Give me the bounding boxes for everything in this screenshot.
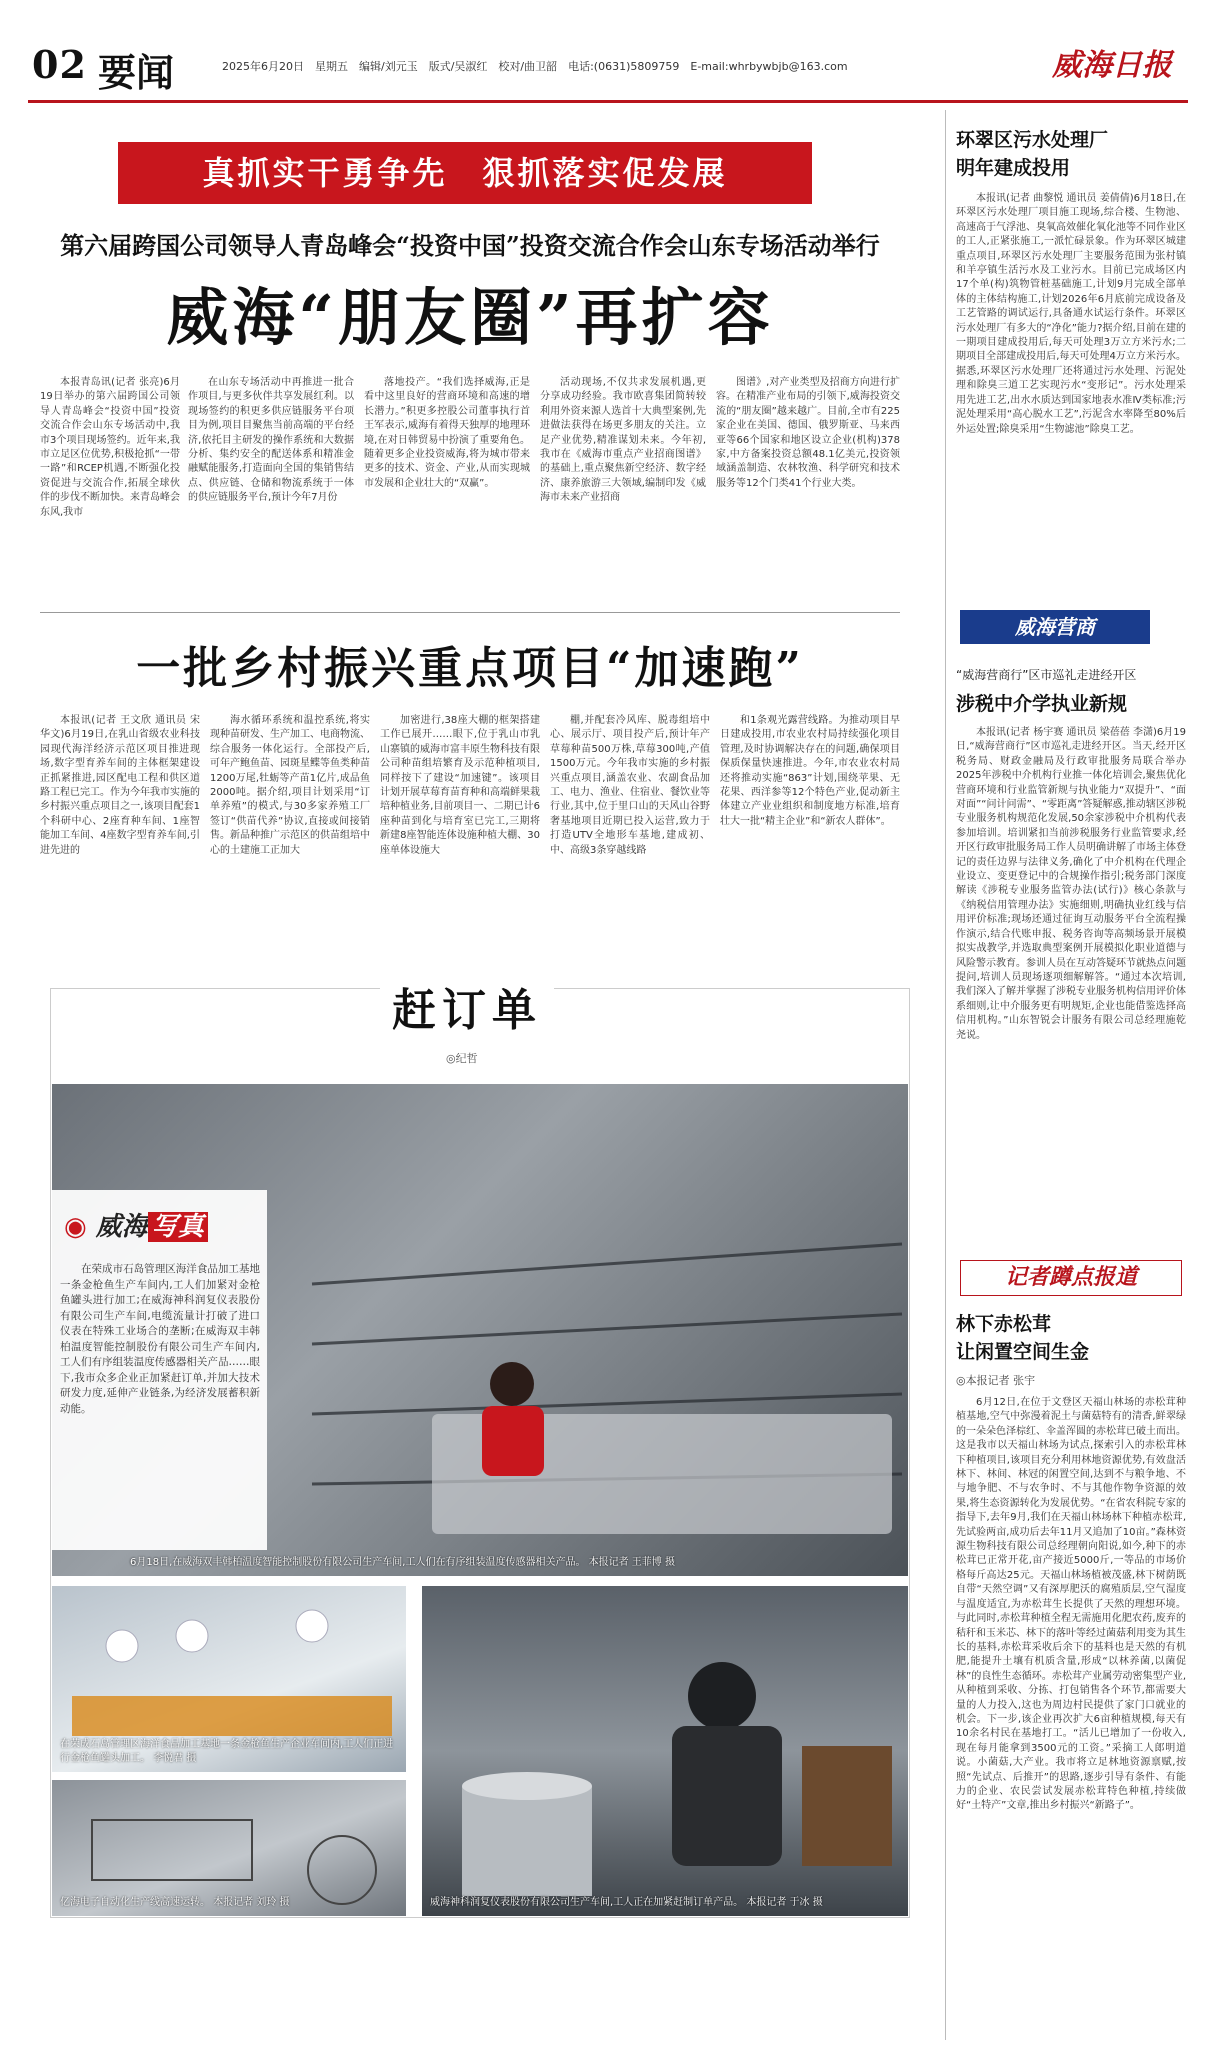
- article2-headline[interactable]: 一批乡村振兴重点项目“加速跑”: [136, 643, 804, 694]
- automation-photo-caption: 亿海电子自动化生产线高速运转。 本报记者 刘玲 摄: [60, 1897, 290, 1908]
- reporter-report-tag: [960, 1260, 1182, 1296]
- article1-headline[interactable]: 威海“朋友圈”再扩容: [166, 281, 774, 354]
- article1-col-3: 落地投产。“我们选择威海,正是看中这里良好的营商环境和高速的增长潜力。”积更多控股公司董事执行首王军表示,威海有着得天独厚的地理环境,在对日韩贸易中扮演了重要角色。随着更多企业投资威海,将为城市带来更多的技术、资金、产业,从而实现城市发展和企业壮大的“双赢”。: [364, 377, 530, 489]
- right-article3-body: 6月12日,在位于文登区天福山林场的赤松茸种植基地,空气中弥漫着泥土与菌菇特有的清香,鲜翠绿的一朵朵色泽棕红、伞盖浑圆的赤松茸已破土而出。这是我市以天福山林场为试点,探索引入的赤松茸林下种植项目,该项目充分利用林地资源优势,有效盘活林下、林间、林冠的闲置空间,达到不与粮争地、不与地争肥、不与农争时、不与其他作物争资源的效果,将生态资源转化为发展优势。“在省农科院专家的指导下,去年9月,我们在天福山林场林下种植赤松茸,先试验两亩,成功后去年11月又追加了10亩。”森林资源生物科技有限公司总经理朝向阳说,如今,种下的赤松茸已正常开花,亩产接近5000斤,一等品的市场价格每斤高达25元。天福山林场植被茂盛,林下树荫既自带“天然空调”又有深厚肥沃的腐殖质层,空气湿度与温度适宜,为赤松茸生长提供了天然的理想环境。与此同时,赤松茸种植全程无需施用化肥农药,废弃的秸秆和玉米芯、林下的落叶等经过菌菇利用变为其生长的基料,赤松茸采收后余下的基料也是天然的有机肥,能提升土壤有机质含量,形成“以林养菌,以菌促林”的良性生态循环。赤松茸产业属劳动密集型产业,从种植到采收、分拣、打包销售各个环节,都需要大量的人力投入,这也为周边村民提供了家门口就业的机会。下一步,该企业再次扩大6亩种植规模,每天有10余名村民在基地打工。“活儿已增加了一份收入,现在每月能拿到3500元的工资。”采摘工人郎明道说。小菌菇,大产业。我市将立足林地资源禀赋,按照“先试点、后推开”的思路,逐步引导有条件、有能力的企业、农民尝试发展赤松茸特色种植,持续做好“土特产”文章,推出乡村振兴“新路子”。: [956, 1397, 1186, 1812]
- weihai-yingshang-tag: [960, 610, 1150, 644]
- article2-col-2: 海水循环系统和温控系统,将实现种苗研发、生产加工、电商物流、综合服务一体化运行。全部投产后,可年产鲍鱼苗、园斑星鲽等鱼类种苗1200万尾,牡蛎等产苗1亿片,成品鱼2000吨。据介绍,项目计划采用“订单养殖”的模式,与30多家养殖工厂签订“供苗代养”协议,直接或间接销售。新品种推广示范区的供苗组培中心的土建施工正加大: [210, 715, 370, 856]
- article2-col-3: 加密进行,38座大棚的框架搭建工作已展开……眼下,位于乳山市乳山寨镇的威海市富丰原生物科技有限公司种苗组培繁育及示范种植项目,同样按下了建设“加速键”。该项目计划开展草莓育苗育种和高端鲜果栽培种植业务,目前项目一、二期已计6座种苗到化与培育室已完工,三期将新建8座智能连体设施种植大棚、30座单体设施大: [380, 715, 540, 856]
- article2-col-1: 本报讯(记者 王文欣 通讯员 宋华文)6月19日,在乳山省级农业科技园现代海洋经济示范区项目推进现场,数字型育养车间的主体框架建设正抓紧推进,园区配电工程和供区道路工程已完工。作为今年我市实施的乡村振兴重点项目之一,该项目配套1个科研中心、2座育种车间、1座智能加工车间、4座数字型育养车间,引进先进的: [40, 715, 200, 856]
- photo-feature-intro: 在荣成市石岛管理区海洋食品加工基地一条金枪鱼生产车间内,工人们加紧对金枪鱼罐头进行加工;在威海神科润复仪表股份有限公司生产车间,电缆流量计打破了进口仪表在特殊工业场合的垄断;在威海双丰韩柏温度智能控制股份有限公司生产车间内,工人们有序组装温度传感器相关产品……眼下,我市众多企业正加紧赶订单,并加大技术研发力度,延伸产业链条,为经济发展蓄积新动能。: [60, 1263, 260, 1415]
- right-article1-body: 本报讯(记者 曲黎悦 通讯员 姜倩倩)6月18日,在环翠区污水处理厂项目施工现场,综合楼、生物池、高速高于气浮池、臭氧高效催化氧化池等不同作业区的工人,正紧张施工,一派忙碌景象。作为环翠区城建重点项目,环翠区污水处理厂主要服务范围为张村镇和羊亭镇生活污水及工业污水。目前已完成场区内17个单(构)筑物管桩基础施工,计划9月完成全部单体的主体结构施工,计划2026年6月底前完成设备及工艺管路的调试运行,具备通水试运行条件。环翠区污水处理厂有多大的“净化”能力?据介绍,目前在建的一期项目建成投用后,每天可处理3万立方米污水;二期项目全部建成投用后,每天可处理4万立方米污水。据悉,环翠区污水处理厂还将通过污水处理、污泥处理和除臭三道工艺实现污水“变形记”。污水处理采用先进工艺,出水水质达到国家地表水准Ⅳ类标准;污泥处理采用“高心脱水工艺”,污泥含水率降至80%后外运处置;除臭采用“生物滤池”除臭工艺。: [956, 193, 1186, 435]
- page-number: 02: [32, 42, 87, 87]
- newspaper-logo: 威海日报: [1052, 48, 1172, 83]
- right-article2-body: 本报讯(记者 杨宇赛 通讯员 梁蓓蓓 李潇)6月19日,“威海营商行”区市巡礼走进经开区。当天,经开区税务局、财政金融局及行政审批服务局联合举办2025年涉税中介机构行业推一体化培训会,聚焦优化营商环境和行业监管新规与执业能力“双提升”、“面对面”“问计问需”、“零距离”答疑解惑,推动辖区涉税专业服务机构规范化发展,50余家涉税中介机构代表参加培训。培训紧扣当前涉税服务行业监管要求,经开区行政审批服务局工作人员明确讲解了市场主体登记的责任边界与法律义务,确化了中介机构在代理企业设立、变更登记中的合规操作指引;税务部门深度解读《涉税专业服务监管办法(试行)》核心条款与《纳税信用管理办法》实施细则,明确执业红线与信用评价标准;现场还通过征询互动服务平台全流程操作演示,结合代账申报、税务咨询等高频场景开展模拟实战教学,并选取典型案例开展模拟化职业道德与风险警示教育。参训人员在互动答疑环节就热点问题提问,培训人员现场逐项细解解答。“通过本次培训,我们深入了解并掌握了涉税专业服务机构信用评价体系细则,让中介服务更有明规矩,企业也能借鉴选择高信用机构。”山东智锐会计服务有限公司总经理施乾尧说。: [956, 727, 1186, 1041]
- main-photo-caption: 6月18日,在威海双丰韩柏温度智能控制股份有限公司生产车间,工人们在有序组装温度传感器相关产品。 本报记者 王菲博 摄: [130, 1557, 675, 1568]
- tag-label: 记者蹲点报道: [1004, 1265, 1137, 1290]
- article1-subtitle: 第六届跨国公司领导人青岛峰会“投资中国”投资交流合作会山东专场活动举行: [60, 231, 880, 260]
- right-article2-headline[interactable]: 涉税中介学执业新规: [956, 693, 1128, 715]
- photo-feature-author: ◎纪哲: [446, 1052, 478, 1065]
- article1-col-1: 本报青岛讯(记者 张亮)6月19日举办的第六届跨国公司领导人青岛峰会“投资中国”投资交流合作会山东专场活动中,我市3个项目现场签约。近年来,我市立足区位优势,积极抢抓“一带一路”和RCEP机遇,不断强化投资促进与交流合作,拓展全球伙伴的步伐不断加快。来青岛峰会东风,我市: [40, 377, 180, 518]
- article2-col-5: 和1条观光露营线路。为推动项目早日建成投用,市农业农村局持续强化项目管理,及时协调解决存在的问题,确保项目保质保量快速推进。今年,市农业农村局还将推动实施“863”计划,围绕苹果、无花果、西洋参等12个特色产业,促动新主体建立产业业组织和制度地方标准,培育壮大一批“精主企业”和“新农人群体”。: [720, 715, 900, 827]
- article2-col-4: 棚,并配套冷风库、脱毒组培中心、展示厅、项目投产后,预计年产草莓种苗500万株,草莓300吨,产值1500万元。今年我市实施的乡村振兴重点项目,涵盖农业、农副食品加工、电力、渔业、住宿业、餐饮业等行业,其中,位于里口山的天风山谷野奢基地项目近期已投入运营,致力于打造UTV全地形车基地,建成初、中、高级3条穿越线路: [550, 715, 710, 856]
- logo-label-1: 威海: [95, 1212, 148, 1242]
- logo-label-2: 写真: [148, 1212, 208, 1242]
- photo-illustration: [422, 1586, 908, 1916]
- right-article1-headline[interactable]: 环翠区污水处理厂 明年建成投用: [956, 129, 1109, 179]
- right-article3-author: ◎本报记者 张宇: [956, 1374, 1036, 1387]
- tuna-photo-caption: 在荣成石岛管理区海洋食品加工基地一条金枪鱼生产企业车间内,工人们正进行金枪鱼罐头加工。 李悦君 摄: [60, 1739, 394, 1764]
- section-name: 要闻: [98, 50, 175, 95]
- logo-camera-icon: ◉: [64, 1212, 87, 1242]
- header-info: 2025年6月20日 星期五 编辑/刘元玉 版式/吴淑红 校对/曲卫韶 电话:(0631)5809759 E-mail:whrbywbjb@163.com: [222, 60, 848, 73]
- divider: [40, 612, 900, 613]
- right-article3-headline[interactable]: 林下赤松茸 让闲置空间生金: [956, 1313, 1090, 1363]
- weihai-xiezhen-logo: [64, 1206, 208, 1243]
- tag-label: 威海营商: [1015, 615, 1095, 639]
- article1-col-2: 在山东专场活动中再推进一批合作项目,与更多伙伴共享发展红利。以现场签约的积更多供应链服务平台项目为例,项目目聚焦当前高端的平台经济,依托目主研发的操作系统和大数据分析、集约安全的配送体系和精准金融赋能服务,打造面向全国的集销售结点、供应链、仓储和物流系统于一体的供应链服务平台,预计今年7月份: [188, 377, 354, 504]
- article1-col-4: 活动现场,不仅共求发展机遇,更分享成功经验。我市欧喜集团简转较利用外资来源人选首十大典型案例,先进做法获得在场更多朋友的关注。立足产业优势,精准谋划未来。今年初,我市在《威海市重点产业招商图谱》的基础上,重点聚焦新空经济、数字经济、康养旅游三大领域,编制印发《威海市未来产业招商: [540, 377, 706, 504]
- right-article2-subtitle: “威海营商行”区市巡礼走进经开区: [956, 668, 1137, 682]
- welding-photo-caption: 威海神科润复仪表股份有限公司生产车间,工人正在加紧赶制订单产品。 本报记者 于冰 摄: [430, 1897, 823, 1908]
- photo-feature-title: 赶订单: [380, 974, 554, 1038]
- header-rule: [28, 100, 1188, 103]
- column-divider: [945, 110, 946, 2040]
- article1-col-5: 图谱》,对产业类型及招商方向进行扩容。在精准产业布局的引领下,威海投资交流的“朋友圈”越来越广。目前,全市有225家企业在美国、德国、俄罗斯亚、马来西亚等66个国家和地区设立企业(机构)378家,中方备案投资总额48.1亿美元,投资领域涵盖制造、农林牧渔、科学研究和技术服务等12个门类41个行业大类。: [716, 377, 900, 489]
- photo-welding-worker[interactable]: [422, 1586, 908, 1916]
- campaign-banner: 真抓实干勇争先 狠抓落实促发展: [118, 142, 812, 204]
